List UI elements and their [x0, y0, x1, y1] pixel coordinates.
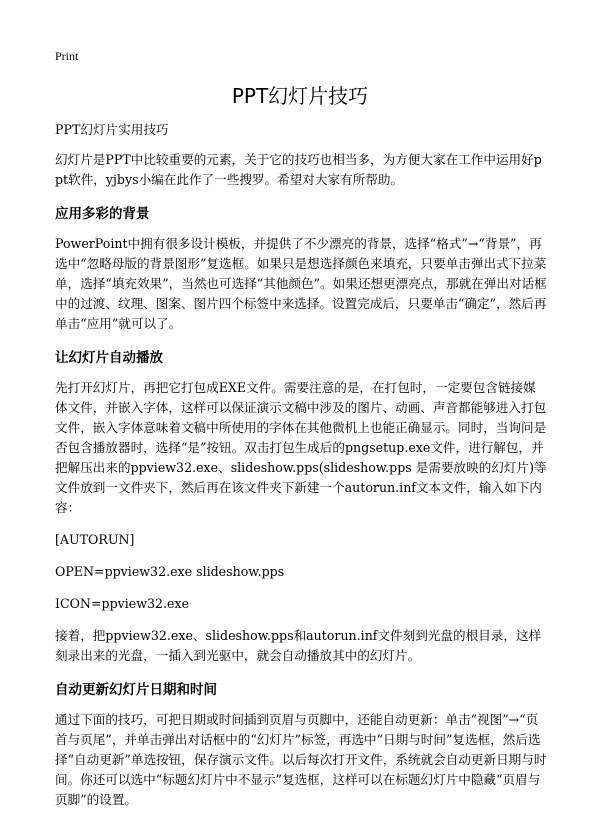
- document-body: [55, 120, 548, 822]
- section-heading-background: 应用多彩的背景: [55, 206, 150, 222]
- page-title: PPT幻灯片技巧: [231, 84, 369, 108]
- section-heading-datetime: 自动更新幻灯片日期和时间: [55, 682, 217, 698]
- section-heading-autoplay: 让幻灯片自动播放: [55, 350, 163, 366]
- section-paragraph: 接着，把ppview32.exe、slideshow.pps和autorun.inf文件刻到光盘的根目录，这样刻录出来的光盘，一插入到光驱中，就会自动播放其中的幻灯片。: [55, 628, 542, 663]
- section-paragraph: PowerPoint中拥有很多设计模板，并提供了不少漂亮的背景，选择“格式”→“背景”，再选中“忽略母版的背景图形”复选框。如果只是想选择颜色来填充，只要单击弹出式下拉菜单，选择“填充效果”，当然也可选择“其他颜色”。如果还想更漂亮点，那就在弹出对话框中的过渡、纹理、图案、图片四个标签中来选择。设置完成后，只要单击“确定”，然后再单击“应用”就可以了。: [55, 236, 547, 331]
- intro-paragraph: 幻灯片是PPT中比较重要的元素，关于它的技巧也相当多，为方便大家在工作中运用好ppt软件，yjbys小编在此作了一些搜罗。希望对大家有所帮助。: [55, 152, 542, 187]
- section-paragraph: 通过下面的技巧，可把日期或时间插到页眉与页脚中，还能自动更新：单击“视图”→“页首与页尾”，并单击弹出对话框中的“幻灯片”标签，再选中“日期与时间”复选框，然后选择“自动更新”单选按钮，保存演示文件。以后每次打开文件，系统就会自动更新日期与时间。你还可以选中“标题幻灯片中不显示”复选框，这样可以在标题幻灯片中隐藏“页眉与页脚”的设置。: [55, 712, 547, 807]
- code-line-icon: ICON=ppview32.exe: [55, 596, 190, 611]
- print-label: Print: [55, 49, 79, 63]
- section-paragraph: 先打开幻灯片，再把它打包成EXE文件。需要注意的是，在打包时，一定要包含链接媒体文件，并嵌入字体，这样可以保证演示文稿中涉及的图片、动画、声音都能够进入打包文件，嵌入字体意味着文稿中所使用的字体在其他微机上也能正确显示。同时，当询问是否包含播放器时，选择“是”按钮。双击打包生成后的pngsetup.exe文件，进行解包，并把解压出来的ppview32.exe、slideshow.pps(slideshow.pps 是需要放映的幻灯片)等文件放到一文件夹下，然后再在该文件夹下新建一个autorun.inf文本文件，输入如下内容：: [55, 380, 547, 515]
- code-line-autorun: [AUTORUN]: [55, 532, 135, 547]
- code-line-open: OPEN=ppview32.exe slideshow.pps: [55, 564, 285, 579]
- subtitle: PPT幻灯片实用技巧: [55, 122, 169, 137]
